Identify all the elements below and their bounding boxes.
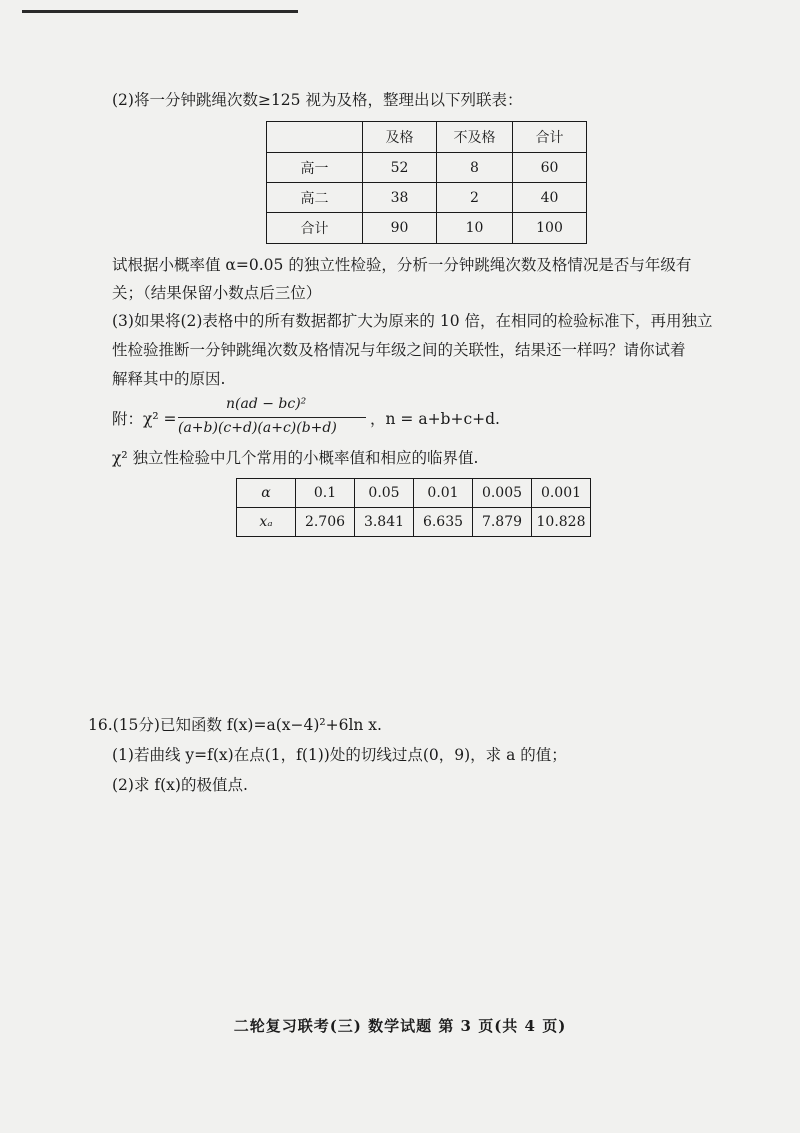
q15-part3-line1: (3)如果将(2)表格中的所有数据都扩大为原来的 10 倍，在相同的检验标准下，再用独立 [112,312,713,330]
critical-values-intro: χ² 独立性检验中几个常用的小概率值和相应的临界值. [112,449,479,467]
contingency-table [266,121,587,244]
q15-part2-intro: (2)将一分钟跳绳次数≥125 视为及格，整理出以下列联表： [112,91,523,109]
fraction-bar [178,417,366,418]
table-header-cell: 及格 [363,122,437,153]
critical-value-row [237,508,591,537]
q16-part2: (2)求 f(x)的极值点. [112,776,248,794]
formula-numerator: n(ad − bc)² [226,396,307,412]
q15-part3-line3: 解释其中的原因. [112,370,226,388]
alpha-value: 0.1 [296,479,355,508]
critical-values-table [236,478,591,537]
table-cell: 52 [363,153,437,183]
x-alpha-label: xₐ [237,508,296,537]
alpha-value: 0.005 [473,479,532,508]
critical-value: 2.706 [296,508,355,537]
table-cell: 100 [513,213,587,244]
table-cell: 高一 [267,153,363,183]
critical-value: 6.635 [414,508,473,537]
table-cell: 10 [437,213,513,244]
table-cell: 40 [513,183,587,213]
table-cell: 90 [363,213,437,244]
table-header-cell: 合计 [513,122,587,153]
table-cell: 2 [437,183,513,213]
table-header-cell [267,122,363,153]
q15-part2-question-line2: 关；（结果保留小数点后三位） [112,284,322,302]
critical-value: 10.828 [532,508,591,537]
alpha-value: 0.05 [355,479,414,508]
formula-prefix: 附：χ² = [112,410,177,428]
formula-denominator: (a+b)(c+d)(a+c)(b+d) [178,420,337,436]
table-cell: 合计 [267,213,363,244]
table-row [267,213,587,244]
q15-part3-line2: 性检验推断一分钟跳绳次数及格情况与年级之间的关联性，结果还一样吗？请你试着 [112,341,686,359]
critical-value: 7.879 [473,508,532,537]
formula-suffix: ，n = a+b+c+d. [370,410,500,428]
table-cell: 8 [437,153,513,183]
table-cell: 38 [363,183,437,213]
table-header-row [267,122,587,153]
page-footer: 二轮复习联考(三) 数学试题 第 3 页(共 4 页) [233,1017,567,1035]
q16-stem: 16.(15分)已知函数 f(x)=a(x−4)²+6ln x. [88,716,382,734]
alpha-label: α [237,479,296,508]
critical-value: 3.841 [355,508,414,537]
table-header-cell: 不及格 [437,122,513,153]
table-cell: 高二 [267,183,363,213]
table-row [267,153,587,183]
q15-part2-question-line1: 试根据小概率值 α=0.05 的独立性检验，分析一分钟跳绳次数及格情况是否与年级有 [112,256,692,274]
alpha-value: 0.001 [532,479,591,508]
table-cell: 60 [513,153,587,183]
alpha-row [237,479,591,508]
top-rule [22,10,298,13]
q16-part1: (1)若曲线 y=f(x)在点(1，f(1))处的切线过点(0，9)，求 a 的值； [112,746,567,764]
table-row [267,183,587,213]
alpha-value: 0.01 [414,479,473,508]
